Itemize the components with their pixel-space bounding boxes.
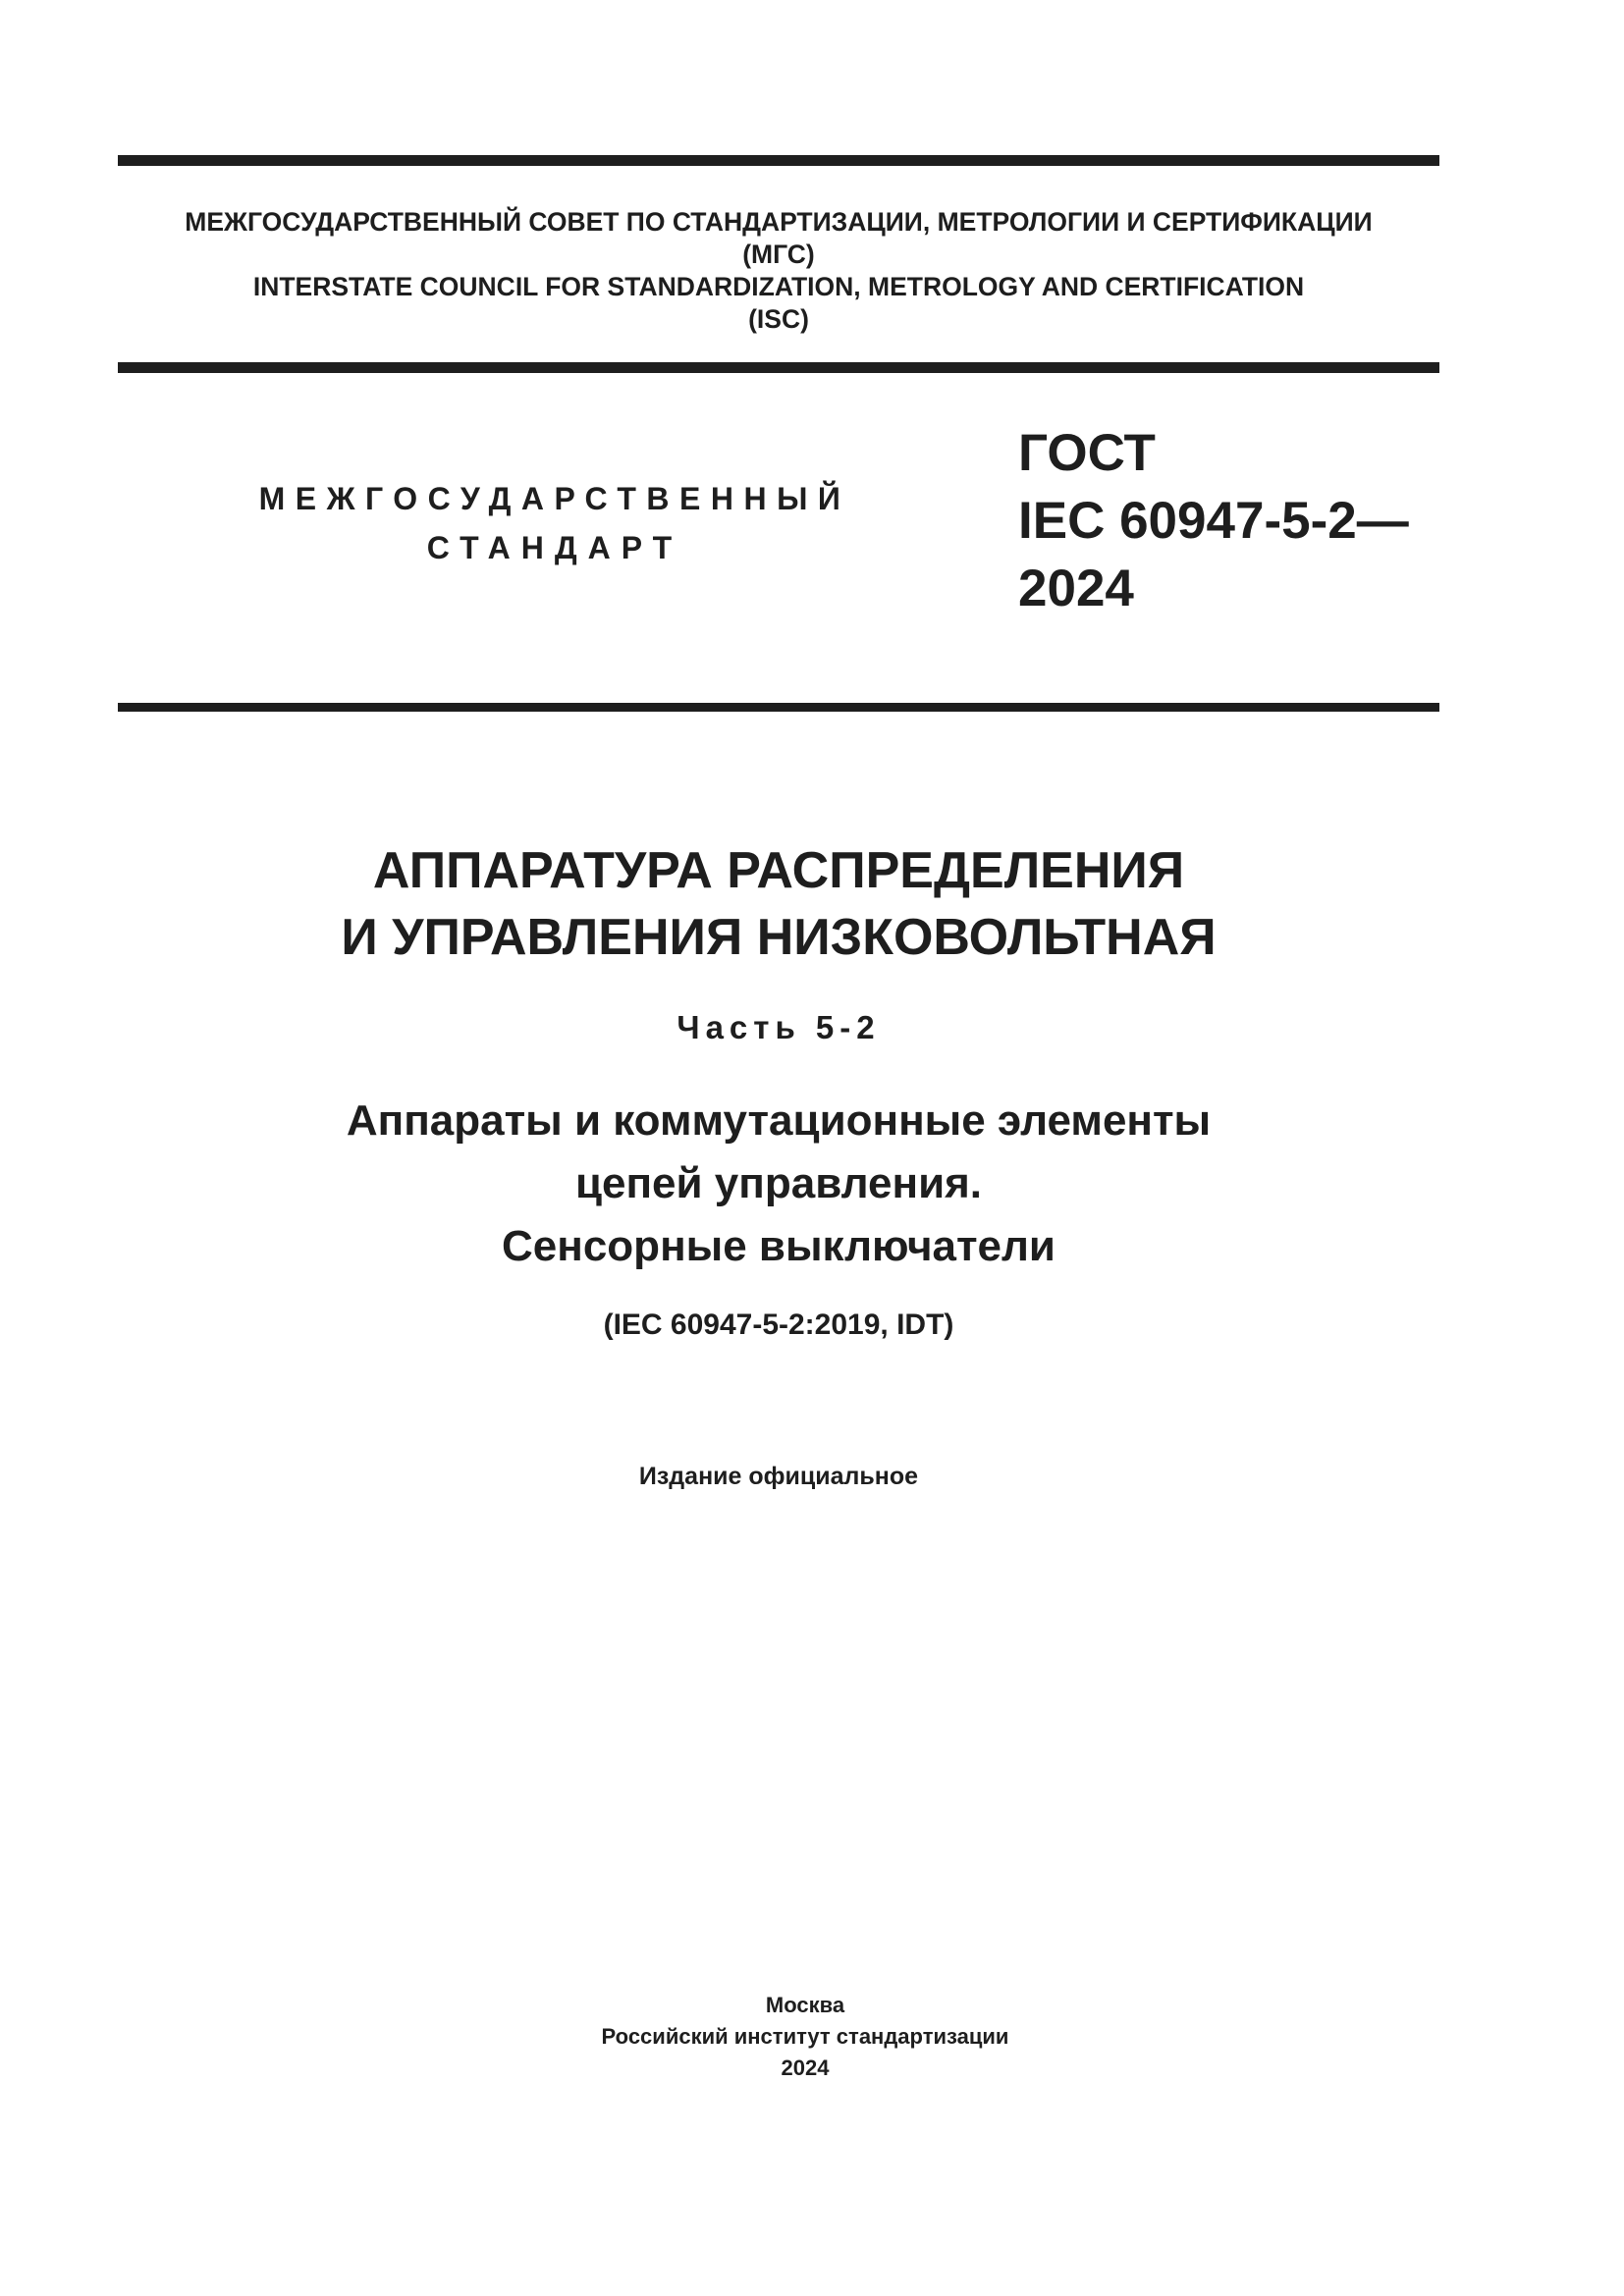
designation-divider — [118, 703, 1439, 712]
publication-year: 2024 — [781, 2056, 830, 2080]
council-abbr-ru: (МГС) — [742, 240, 815, 269]
standard-designation-line1: ГОСТ — [1018, 424, 1156, 482]
top-divider — [118, 155, 1439, 166]
header-divider — [118, 362, 1439, 373]
part-number: Часть 5-2 — [677, 1009, 881, 1045]
publisher-organization: Российский институт стандартизации — [601, 2024, 1009, 2049]
council-name-en: INTERSTATE COUNCIL FOR STANDARDIZATION, METROLOGY AND CERTIFICATION — [252, 272, 1305, 301]
international-standard-reference: (IEC 60947-5-2:2019, IDT) — [603, 1308, 954, 1341]
document-title-line2: И УПРАВЛЕНИЯ НИЗКОВОЛЬТНАЯ — [341, 909, 1217, 966]
standard-type-line1: МЕЖГОСУДАРСТВЕННЫЙ — [258, 481, 851, 516]
standard-designation-line2: IEC 60947-5-2— — [1018, 492, 1409, 550]
document-subtitle-line1: Аппараты и коммутационные элементы — [346, 1096, 1212, 1145]
edition-note: Издание официальное — [638, 1463, 919, 1490]
council-abbr-en: (ISC) — [748, 304, 809, 334]
document-title-line1: АППАРАТУРА РАСПРЕДЕЛЕНИЯ — [372, 842, 1185, 899]
document-subtitle-line3: Сенсорные выключатели — [502, 1222, 1056, 1270]
standard-type-line2: СТАНДАРТ — [426, 530, 683, 565]
publisher-city: Москва — [765, 1993, 845, 2017]
document-subtitle-line2: цепей управления. — [574, 1159, 983, 1207]
standard-designation-line3: 2024 — [1018, 560, 1134, 617]
council-name-ru: МЕЖГОСУДАРСТВЕННЫЙ СОВЕТ ПО СТАНДАРТИЗАЦИИ, МЕТРОЛОГИИ И СЕРТИФИКАЦИИ — [185, 207, 1373, 237]
